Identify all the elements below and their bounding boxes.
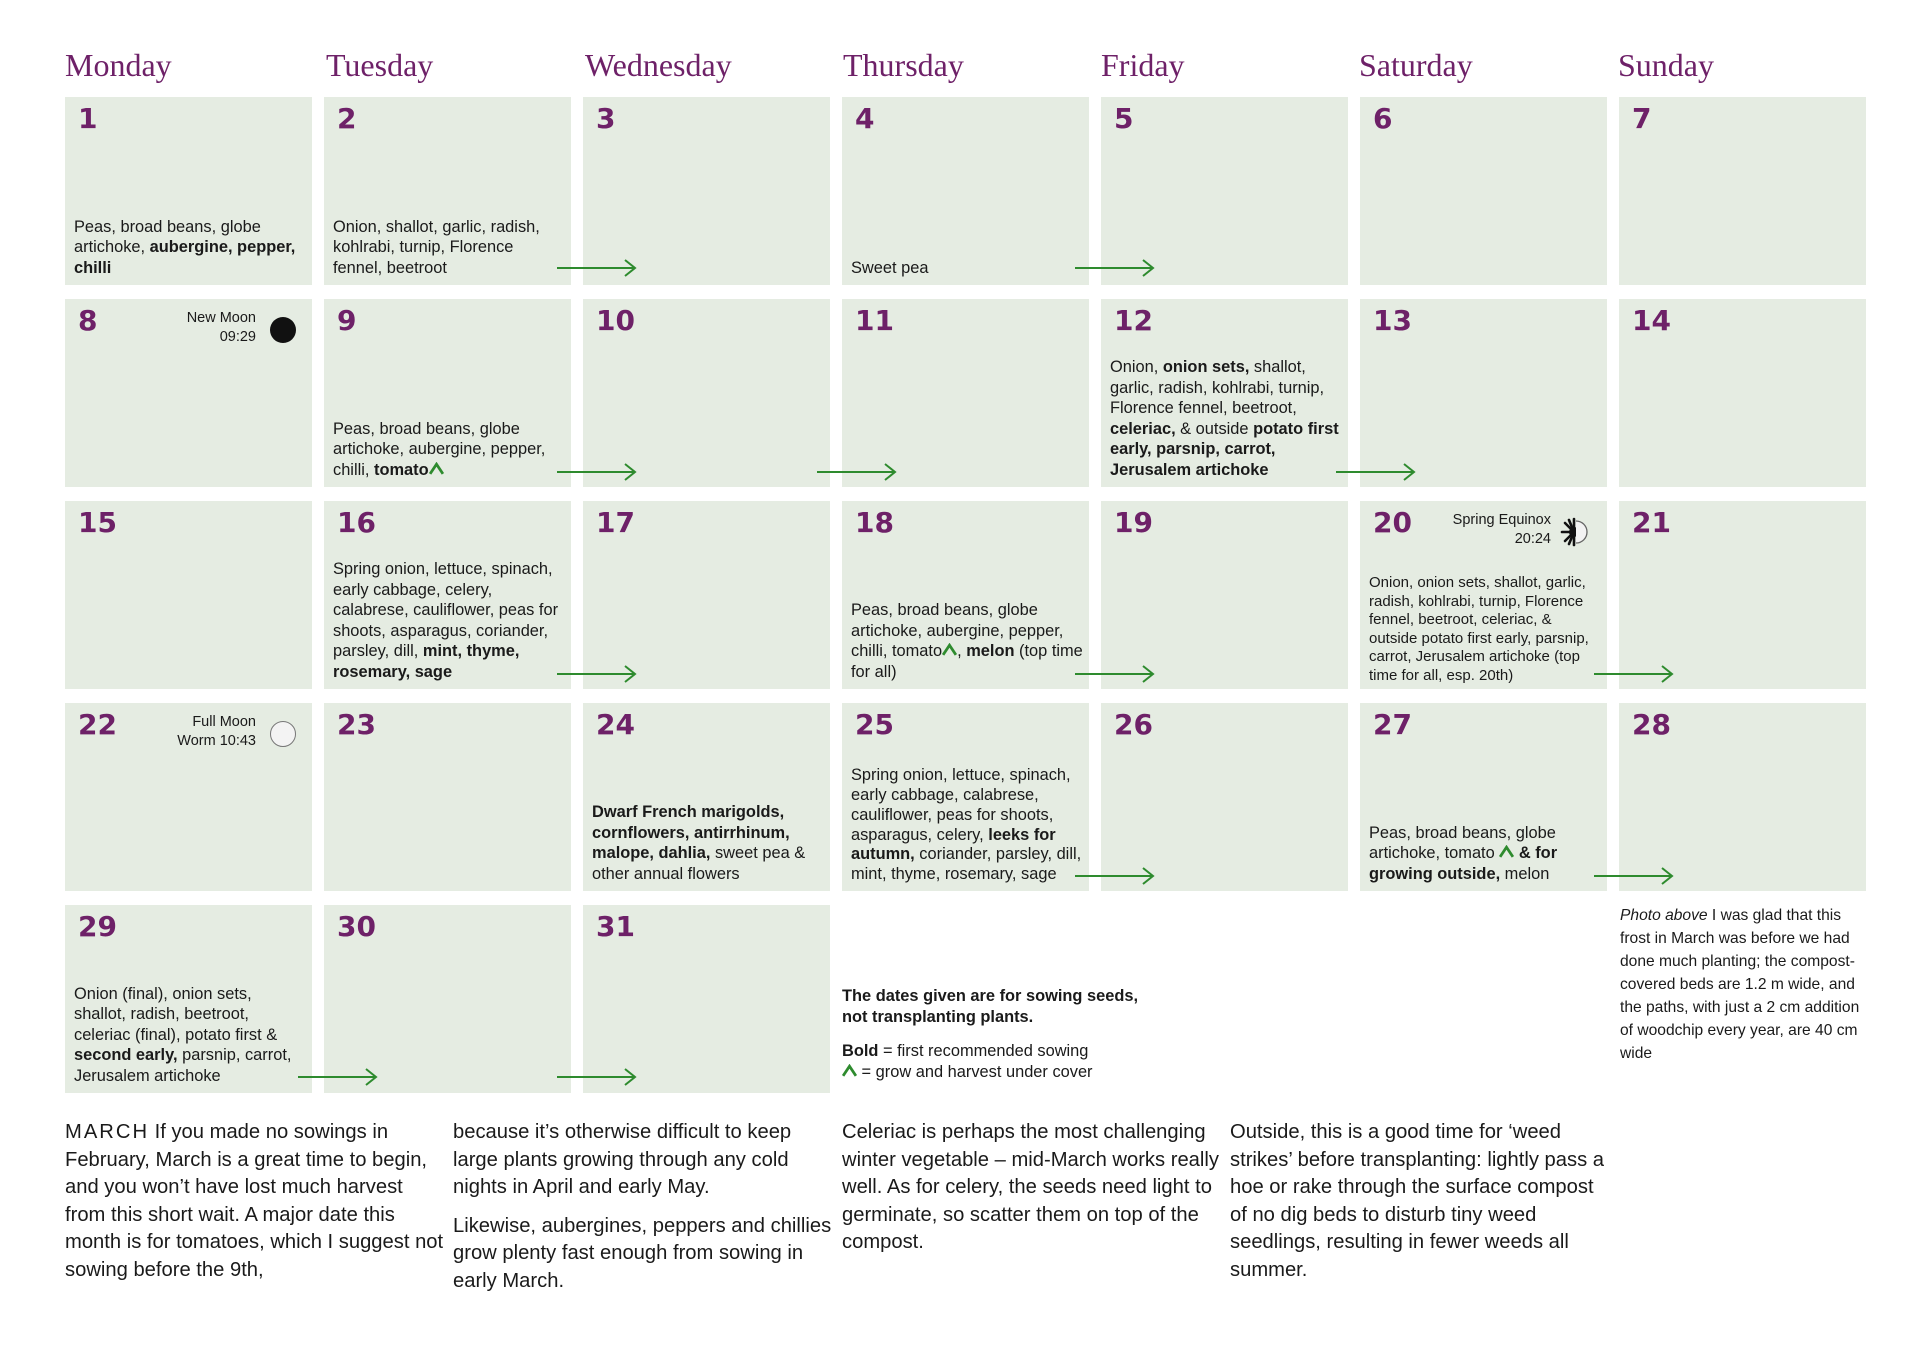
day-number: 19: [1114, 506, 1153, 539]
day-cell-24: [583, 703, 830, 891]
legend-heading: The dates given are for sowing seeds, not transplanting plants.: [842, 987, 1139, 1026]
day-number: 28: [1632, 708, 1671, 741]
day-cell-13: [1360, 299, 1607, 487]
day-number: 4: [855, 102, 875, 135]
sowing-note: Spring onion, lettuce, spinach, early cabbage, celery, calabrese, cauliflower, peas for shoots, asparagus, coriander, parsley, dill, mint, thyme, rosemary, sage: [333, 560, 559, 681]
day-number: 20: [1373, 506, 1412, 539]
day-number: 25: [855, 708, 894, 741]
day-cell-12: [1101, 299, 1348, 487]
day-number: 8: [78, 304, 98, 337]
full-moon-label: Full Moon Worm 10:43: [177, 714, 256, 749]
continue-arrow-icon: [1075, 866, 1155, 886]
day-cell-9: [324, 299, 571, 487]
day-cell-8: [65, 299, 312, 487]
cover-icon: [1499, 845, 1514, 858]
legend-cover-row: = grow and harvest under cover: [842, 1062, 1172, 1083]
day-cell-25: [842, 703, 1089, 891]
day-number: 24: [596, 708, 635, 741]
sowing-note: Peas, broad beans, globe artichoke, tomato & for growing outside, melon: [1369, 823, 1558, 883]
day-cell-6: [1360, 97, 1607, 285]
day-number: 6: [1373, 102, 1393, 135]
photo-caption: Photo above I was glad that this frost in March was before we had done much planting; the compost-covered beds are 1.2 m wide, and the paths, with just a 2 cm addition of woodchip every year, are 40 cm wide: [1620, 907, 1860, 1062]
article-column-2: because it’s otherwise difficult to keep large plants growing through any cold nights in April and early May. Likewise, aubergines, peppers and chillies grow plenty fast enough from sowing in early March.: [453, 1121, 832, 1292]
day-cell-31: [583, 905, 830, 1093]
day-cell-29: [65, 905, 312, 1093]
equinox-label: Spring Equinox 20:24: [1452, 512, 1551, 547]
day-number: 3: [596, 102, 616, 135]
day-cell-10: [583, 299, 830, 487]
sowing-note: Peas, broad beans, globe artichoke, aubergine, pepper, chilli, tomato , melon (top time for all): [851, 601, 1083, 681]
sowing-note: Peas, broad beans, globe artichoke, aubergine, pepper, chilli, tomato: [333, 419, 546, 479]
day-cell-17: [583, 501, 830, 689]
day-number: 29: [78, 910, 117, 943]
continue-arrow-icon: [557, 258, 637, 278]
article-column-3: Celeriac is perhaps the most challenging winter vegetable – mid-March works really well. As for celery, the seeds need light to germinate, so scatter them on top of the compost.: [842, 1121, 1219, 1253]
day-number: 1: [78, 102, 98, 135]
day-number: 27: [1373, 708, 1412, 741]
day-cell-3: [583, 97, 830, 285]
sowing-note: Onion (final), onion sets, shallot, radish, beetroot, celeriac (final), potato first & second early, parsnip, carrot, Jerusalem artichoke: [74, 984, 292, 1085]
day-cell-20: [1360, 501, 1607, 689]
continue-arrow-icon: [1594, 866, 1674, 886]
day-cell-11: [842, 299, 1089, 487]
article-column-4: Outside, this is a good time for ‘weed strikes’ before transplanting: lightly pass a hoe or rake through the surface compost of no dig beds to disturb tiny weed seedlings, resulting in fewer weeds all summer.: [1230, 1121, 1605, 1281]
continue-arrow-icon: [1594, 664, 1674, 684]
day-cell-27: [1360, 703, 1607, 891]
day-number: 26: [1114, 708, 1153, 741]
day-number: 14: [1632, 304, 1671, 337]
day-number: 18: [855, 506, 894, 539]
day-cell-22: [65, 703, 312, 891]
day-number: 21: [1632, 506, 1671, 539]
sowing-note: Onion, onion sets, shallot, garlic, radish, kohlrabi, turnip, Florence fennel, beetroot, celeriac, & outside potato first early, parsnip, carrot, Jerusalem artichoke (top time for all, esp. 20th): [1369, 574, 1589, 684]
day-number: 12: [1114, 304, 1153, 337]
day-cell-18: [842, 501, 1089, 689]
day-number: 22: [78, 708, 117, 741]
day-number: 2: [337, 102, 357, 135]
weekday-tuesday: Tuesday: [326, 47, 434, 83]
weekday-sunday: Sunday: [1618, 47, 1714, 83]
day-number: 5: [1114, 102, 1134, 135]
day-cell-23: [324, 703, 571, 891]
day-number: 7: [1632, 102, 1652, 135]
new-moon-icon: [270, 317, 296, 343]
legend: [842, 986, 1172, 1082]
sowing-note: Onion, onion sets, shallot, garlic, radish, kohlrabi, turnip, Florence fennel, beetroot, celeriac, & outside potato first early, parsnip, carrot, Jerusalem artichoke: [1110, 358, 1339, 479]
day-number: 9: [337, 304, 357, 337]
day-number: 31: [596, 910, 635, 943]
equinox-sun-icon: [1559, 515, 1593, 549]
weekday-friday: Friday: [1101, 47, 1185, 83]
article-column-1: MARCH If you made no sowings in February, March is a great time to begin, and you won’t have lost much harvest from this short wait. A major date this month is for tomatoes, which I suggest not sowing before the 9th,: [65, 1121, 444, 1281]
cover-icon: [429, 462, 444, 475]
continue-arrow-icon: [298, 1067, 378, 1087]
continue-arrow-icon: [557, 462, 637, 482]
cover-icon: [842, 1064, 857, 1077]
weekday-saturday: Saturday: [1359, 47, 1473, 83]
sowing-note: Onion, shallot, garlic, radish, kohlrabi, turnip, Florence fennel, beetroot: [333, 217, 540, 277]
day-cell-2: [324, 97, 571, 285]
day-number: 17: [596, 506, 635, 539]
continue-arrow-icon: [1336, 462, 1416, 482]
day-cell-7: [1619, 97, 1866, 285]
cover-icon: [942, 643, 957, 656]
day-cell-28: [1619, 703, 1866, 891]
continue-arrow-icon: [1075, 258, 1155, 278]
sowing-note: Peas, broad beans, globe artichoke, aubergine, pepper, chilli: [74, 217, 296, 277]
weekday-wednesday: Wednesday: [585, 47, 732, 83]
month-heading: MARCH: [65, 1121, 150, 1143]
sowing-note: Dwarf French marigolds, cornflowers, antirrhinum, malope, dahlia, sweet pea & other annual flowers: [592, 803, 806, 883]
day-number: 16: [337, 506, 376, 539]
day-cell-26: [1101, 703, 1348, 891]
full-moon-icon: [270, 721, 296, 747]
day-cell-1: [65, 97, 312, 285]
day-cell-4: [842, 97, 1089, 285]
day-number: 23: [337, 708, 376, 741]
sowing-note: Sweet pea: [851, 258, 929, 277]
weekday-thursday: Thursday: [843, 47, 964, 83]
continue-arrow-icon: [557, 1067, 637, 1087]
day-cell-21: [1619, 501, 1866, 689]
day-cell-16: [324, 501, 571, 689]
day-number: 15: [78, 506, 117, 539]
sowing-note: Spring onion, lettuce, spinach, early cabbage, calabrese, cauliflower, peas for shoots, asparagus, celery, leeks for autumn, coriander, parsley, dill, mint, thyme, rosemary, sage: [851, 766, 1082, 884]
day-number: 10: [596, 304, 635, 337]
day-number: 11: [855, 304, 894, 337]
day-cell-30: [324, 905, 571, 1093]
day-cell-15: [65, 501, 312, 689]
day-cell-14: [1619, 299, 1866, 487]
day-cell-19: [1101, 501, 1348, 689]
continue-arrow-icon: [817, 462, 897, 482]
legend-bold-row: Bold = first recommended sowing: [842, 1042, 1089, 1060]
day-number: 13: [1373, 304, 1412, 337]
continue-arrow-icon: [557, 664, 637, 684]
weekday-monday: Monday: [65, 47, 172, 83]
day-number: 30: [337, 910, 376, 943]
new-moon-label: New Moon 09:29: [186, 310, 256, 345]
day-cell-5: [1101, 97, 1348, 285]
continue-arrow-icon: [1075, 664, 1155, 684]
